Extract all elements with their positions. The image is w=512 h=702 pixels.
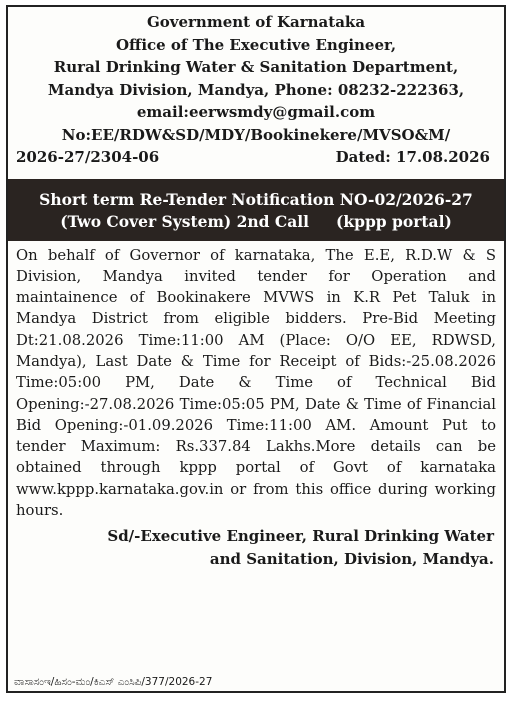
header-department: Rural Drinking Water & Sanitation Department,	[53, 58, 459, 76]
notification-banner	[8, 179, 504, 241]
banner-title: Short term Re-Tender Notification NO-02/2026-27	[39, 189, 473, 209]
banner-subtitle: (Two Cover System) 2nd Call (kppp portal)	[60, 211, 452, 231]
header-division-phone: Mandya Division, Mandya, Phone: 08232-222363,	[47, 80, 465, 99]
header-email: email:eerwsmdy@gmail.com	[136, 103, 376, 121]
header-government: Government of Karnataka	[146, 13, 366, 31]
header-office: Office of The Executive Engineer,	[115, 35, 397, 54]
signature-line-2: and Sanitation, Division, Mandya.	[209, 550, 494, 569]
notice-paragraph: On behalf of Governor of karnataka, The E.E, R.D.W & S Division, Mandya invited tender for Operation and maintainence of Bookinakere MVWS in K.R Pet Taluk in Mandya District from eligible bidders. Pre-Bid Meeting Dt:21.08.2026 Time:11:00 AM (Place: O/O EE, RDWSD, Mandya), Last Date & Time for Receipt of Bids:-25.08.2026 Time:05:00 PM, Date & Time of Technical Bid Opening:-27.08.2026 Time:05:05 PM, Date & Time of Financial Bid Opening:-01.09.2026 Time:11:00 AM. Amount Put to tender Maximum: Rs.337.84 Lakhs.More details can be obtained through kppp portal of Govt of karnataka www.kppp.karnataka.gov.in or from this office during working hours.	[16, 246, 496, 520]
notice-date: Dated: 17.08.2026	[335, 148, 490, 166]
tender-notice	[6, 5, 506, 693]
office-header	[8, 7, 504, 146]
reference-year-number: 2026-27/2304-06	[16, 148, 160, 166]
notice-body	[8, 241, 504, 522]
reference-line	[8, 146, 504, 169]
footer-code: ವಾಸಾಸಂಇ/ಹಿಸಂ-ಮಂ/ಕಿಎಸ್ ಎಂಸಿಪಿ/377/2026-27	[14, 676, 213, 688]
signature-line-1: Sd/-Executive Engineer, Rural Drinking Water	[107, 527, 494, 546]
header-reference-number: No:EE/RDW&SD/MDY/Bookinekere/MVSO&M/	[61, 125, 451, 144]
signature-block	[8, 521, 504, 571]
